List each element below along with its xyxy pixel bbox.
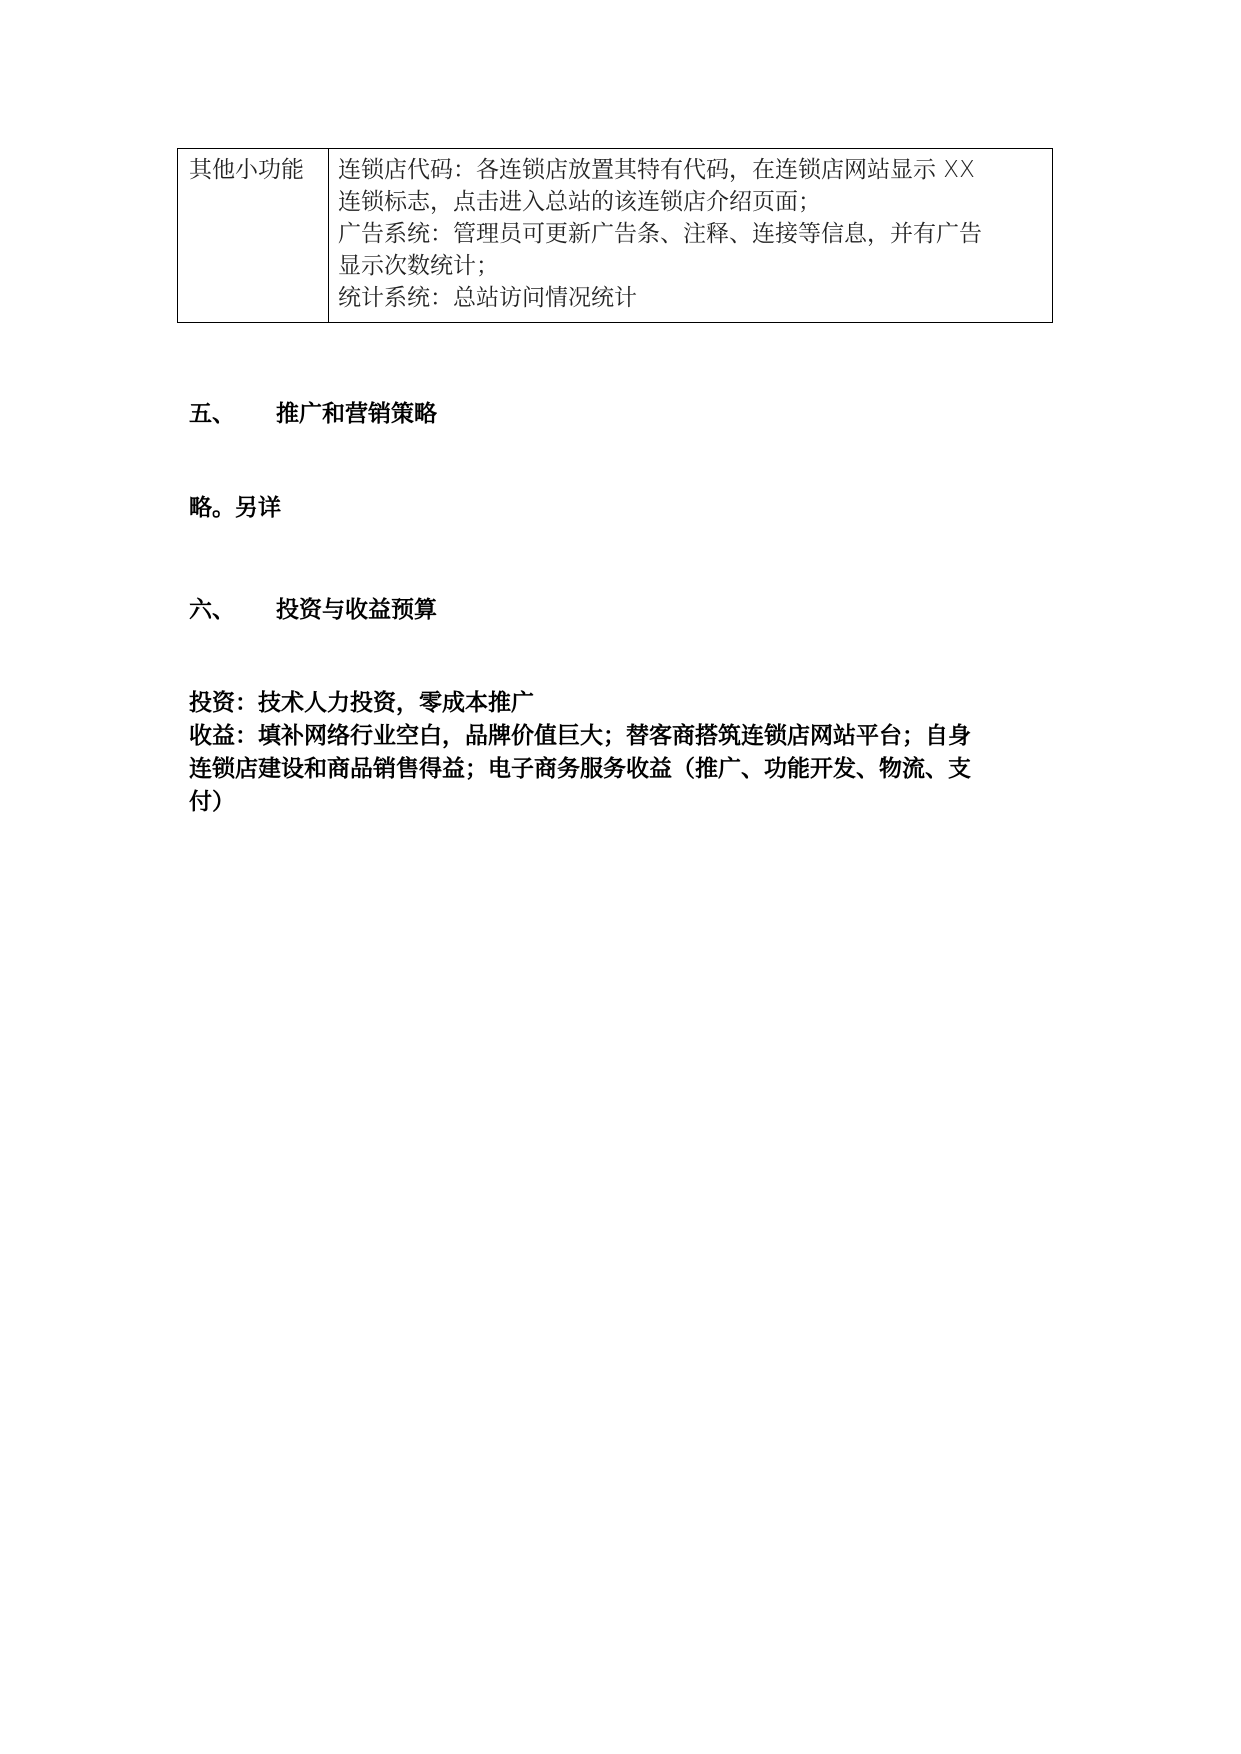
section-number: 五、	[189, 401, 235, 427]
paragraph-line: 收益：填补网络行业空白，品牌价值巨大；替客商搭筑连锁店网站平台；自身	[189, 723, 971, 749]
paragraph-line: 连锁店建设和商品销售得益；电子商务服务收益（推广、功能开发、物流、支	[189, 756, 971, 782]
section-5-body: 略。另详	[189, 495, 281, 521]
feature-description-cell	[329, 149, 1053, 323]
description-line: 显示次数统计；	[338, 253, 499, 279]
section-heading-5	[189, 395, 437, 428]
section-heading-6	[189, 591, 437, 624]
paragraph-line: 付）	[189, 789, 235, 815]
section-title: 投资与收益预算	[276, 597, 437, 623]
description-line: 连锁店代码：各连锁店放置其特有代码，在连锁店网站显示 XX	[338, 157, 975, 183]
table-row	[178, 149, 1053, 323]
section-number: 六、	[189, 597, 235, 623]
paragraph-line: 投资：技术人力投资，零成本推广	[189, 690, 534, 716]
section-6-body	[189, 687, 1059, 819]
feature-table	[177, 148, 1053, 323]
feature-name-cell: 其他小功能	[178, 149, 329, 323]
description-line: 广告系统：管理员可更新广告条、注释、连接等信息，并有广告	[338, 221, 982, 247]
description-line: 连锁标志，点击进入总站的该连锁店介绍页面；	[338, 189, 821, 215]
section-title: 推广和营销策略	[276, 401, 437, 427]
description-line: 统计系统：总站访问情况统计	[338, 285, 637, 311]
